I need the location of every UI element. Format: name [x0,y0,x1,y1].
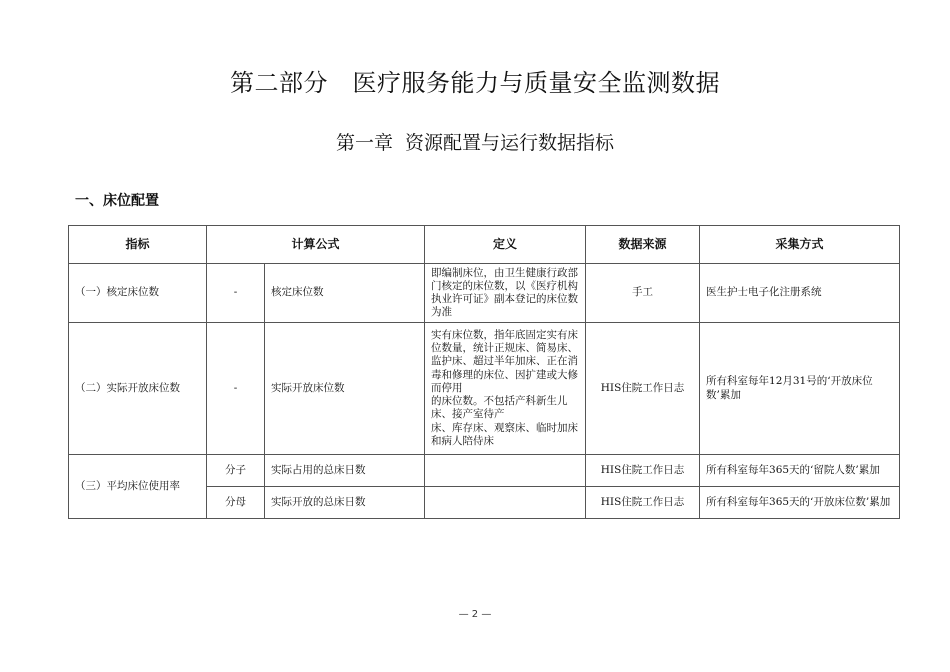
row-indicator: （三）平均床位使用率 [69,455,207,519]
formula-text: 核定床位数 [265,264,425,323]
header-indicator: 指标 [69,226,207,264]
source-cell: HIS住院工作日志 [586,323,700,455]
definition-cell: 实有床位数，指年底固定实有床位数量，统计正规床、简易床、监护床、超过半年加床、正在消毒和修理的床位、因扩建或大修而停用 的床位数。不包括产科新生儿床、接产室待产 床、库存床、观察床、临时加床和病人陪侍床 [425,323,586,455]
formula-part: - [207,264,265,323]
definition-cell [425,455,586,487]
bed-config-table [68,225,900,519]
source-cell: 手工 [586,264,700,323]
header-source: 数据来源 [586,226,700,264]
formula-part: 分母 [207,487,265,519]
collection-cell: 所有科室每年365天的‘开放床位数’累加 [700,487,900,519]
table-row [69,455,900,487]
formula-part: 分子 [207,455,265,487]
collection-cell: 所有科室每年12月31号的‘开放床位数’累加 [700,323,900,455]
collection-cell: 所有科室每年365天的‘留院人数’累加 [700,455,900,487]
header-collection: 采集方式 [700,226,900,264]
collection-cell: 医生护士电子化注册系统 [700,264,900,323]
formula-text: 实际占用的总床日数 [265,455,425,487]
header-formula: 计算公式 [207,226,425,264]
header-definition: 定义 [425,226,586,264]
table-header-row [69,226,900,264]
definition-cell [425,487,586,519]
part-title: 第二部分 医疗服务能力与质量安全监测数据 [230,69,720,97]
table-row [69,264,900,323]
source-cell: HIS住院工作日志 [586,487,700,519]
table-row [69,323,900,455]
source-cell: HIS住院工作日志 [586,455,700,487]
row-indicator: （二）实际开放床位数 [69,323,207,455]
section-title: 一、床位配置 [75,193,159,209]
formula-text: 实际开放的总床日数 [265,487,425,519]
row-indicator: （一）核定床位数 [69,264,207,323]
page-number: — 2 — [458,609,492,620]
chapter-title: 第一章 资源配置与运行数据指标 [335,132,615,154]
definition-cell: 即编制床位，由卫生健康行政部门核定的床位数，以《医疗机构执业许可证》副本登记的床位数为准 [425,264,586,323]
formula-text: 实际开放床位数 [265,323,425,455]
formula-part: - [207,323,265,455]
